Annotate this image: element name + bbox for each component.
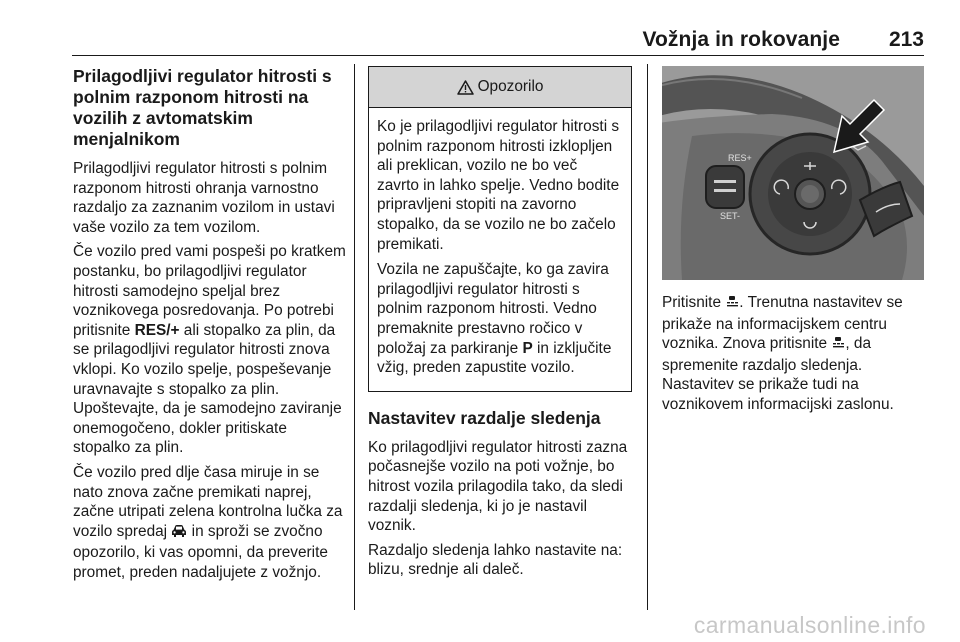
section-heading-follow-distance: Nastavitev razdalje sledenja bbox=[368, 407, 601, 428]
watermark: carmanualsonline.info bbox=[693, 612, 926, 638]
warning-header bbox=[369, 67, 631, 108]
res-plus-label: RES/+ bbox=[134, 321, 180, 339]
res-plus-engraving: RES+ bbox=[728, 153, 752, 163]
paragraph-text: Pritisnite bbox=[662, 294, 726, 311]
steering-wheel-controls-illustration bbox=[662, 66, 924, 280]
page-header-title: Vožnja in rokovanje bbox=[642, 28, 840, 51]
paragraph-text: ali stopalko za plin, da se prilagodljivi regulator hitrosti znova vklopi. Ko vozilo spelje, pospeševanje uravnavajte s stopalko za plin. Upoštevajte, da je samodejno zaviranje onemogočeno, dokler pritiskate stopalko za plin. bbox=[73, 321, 342, 457]
paragraph-text: in izključite vžig, preden zapustite vozilo. bbox=[377, 339, 612, 377]
warning-body bbox=[369, 108, 631, 391]
warning-box bbox=[368, 66, 632, 392]
follow-distance-icon bbox=[725, 295, 739, 315]
section-heading-acc: Prilagodljivi regulator hitrosti s polnim razponom hitrosti na vozilih z avtomatskim menjalnikom bbox=[73, 66, 332, 149]
warning-title: Opozorilo bbox=[477, 78, 544, 95]
column-2 bbox=[368, 66, 633, 585]
follow-distance-icon bbox=[831, 336, 845, 356]
paragraph-text: , da spremenite razdaljo sledenja. Nastavitev se prikaže tudi na voznikovem informacijski zaslonu. bbox=[662, 335, 894, 413]
column-1 bbox=[73, 66, 347, 587]
set-minus-engraving: SET- bbox=[720, 211, 741, 221]
paragraph-text: Če vozilo pred vami pospeši po kratkem postanku, bo prilagodljivi regulator hitrosti samodejno speljal brez voznikovega posredovanja. Po potrebi pritisnite bbox=[73, 243, 346, 339]
warning-triangle-icon bbox=[457, 80, 474, 95]
paragraph-text: . Trenutna nastavitev se prikaže na informacijskem centru voznika. Znova pritisnite bbox=[662, 294, 903, 353]
column-3 bbox=[662, 66, 924, 420]
paragraph-text: Vozila ne zapuščajte, ko ga zavira prilagodljivi regulator hitrosti s polnim razponom hitrosti. Vedno premaknite prestavno ročico v položaj za parkiranje bbox=[377, 261, 609, 357]
warning-paragraph bbox=[377, 260, 623, 378]
page-number: 213 bbox=[888, 28, 924, 51]
paragraph-text: in sproži se zvočno opozorilo, ki vas opomni, da preverite promet, preden nadaljujete z vožnjo. bbox=[73, 522, 328, 581]
paragraph bbox=[73, 242, 347, 458]
paragraph bbox=[73, 463, 347, 583]
column-divider-1 bbox=[354, 64, 355, 610]
vehicle-ahead-icon bbox=[171, 524, 187, 544]
park-position-label: P bbox=[522, 339, 533, 357]
paragraph: Razdaljo sledenja lahko nastavite na: blizu, srednje ali daleč. bbox=[368, 541, 623, 579]
paragraph: Ko prilagodljivi regulator hitrosti zazna počasnejše vozilo na poti vožnje, bo hitrost vozila prilagodila tako, da sledi razdalji sledenja, ki jo je nastavil voznik. bbox=[368, 438, 628, 535]
header-rule bbox=[72, 55, 924, 56]
column-divider-2 bbox=[647, 64, 648, 610]
paragraph-text: Če vozilo pred dlje časa miruje in se nato znova začne premikati naprej, začne utripati zelena kontrolna lučka za vozilo spredaj bbox=[73, 463, 343, 540]
paragraph: Prilagodljivi regulator hitrosti s polnim razponom hitrosti ohranja varnostno razdaljo za zaznanim vozilom in ustavi vaše vozilo za tem vozilom. bbox=[73, 160, 335, 236]
warning-paragraph: Ko je prilagodljivi regulator hitrosti s polnim razponom hitrosti izklopljen ali preklican, vozilo ne bo več zavrto in lahko spelje. Vedno bodite pripravljeni stopiti na zavorno stopalko, da se vozilo ne bo začelo premikati. bbox=[377, 118, 620, 253]
paragraph bbox=[662, 293, 924, 415]
